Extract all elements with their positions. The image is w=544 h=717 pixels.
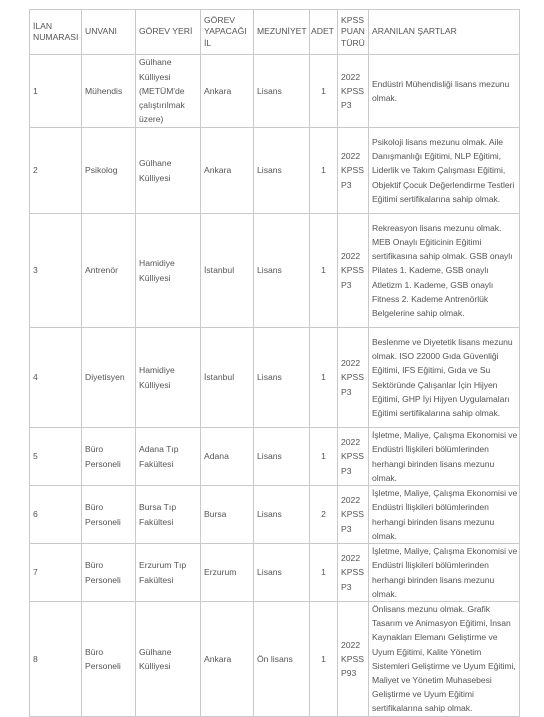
cell-gorev-yeri: Bursa Tıp Fakültesi [136, 486, 201, 544]
cell-il: Ankara [201, 128, 254, 214]
cell-ilan-no: 8 [30, 602, 82, 717]
cell-il: Erzurum [201, 544, 254, 602]
cell-il: İstanbul [201, 214, 254, 328]
table-row [30, 55, 520, 128]
cell-gorev-yeri: Hamidiye Külliyesi [136, 214, 201, 328]
cell-sartlar: İşletme, Maliye, Çalışma Ekonomisi ve Endüstri İlişkileri bölümlerinden herhangi birinden lisans mezunu olmak. [369, 486, 520, 544]
listing-table-container [29, 9, 520, 717]
cell-unvan: Mühendis [82, 55, 136, 128]
cell-unvan: Psikolog [82, 128, 136, 214]
cell-unvan: Büro Personeli [82, 544, 136, 602]
cell-adet: 1 [310, 214, 338, 328]
cell-adet: 1 [310, 544, 338, 602]
table-row [30, 214, 520, 328]
cell-sartlar: Rekreasyon lisans mezunu olmak. MEB Onaylı Eğiticinin Eğitimi sertifikasına sahip olmak. GSB onaylı Pilates 1. Kademe, GSB onaylı Atletizm 1. Kademe, GSB onaylı Fitness 2. Kademe Antrenörlük Belgelerine sahip olmak. [369, 214, 520, 328]
cell-kpss: 2022 KPSS P3 [338, 486, 369, 544]
cell-gorev-yeri: Gülhane Külliyesi [136, 602, 201, 717]
cell-kpss: 2022 KPSS P3 [338, 544, 369, 602]
cell-kpss: 2022 KPSS P3 [338, 55, 369, 128]
cell-gorev-yeri: Adana Tıp Fakültesi [136, 428, 201, 486]
cell-kpss: 2022 KPSS P3 [338, 328, 369, 428]
cell-unvan: Antrenör [82, 214, 136, 328]
table-row [30, 544, 520, 602]
cell-gorev-yeri: Hamidiye Külliyesi [136, 328, 201, 428]
header-unvani: UNVANI [82, 10, 136, 55]
cell-adet: 1 [310, 128, 338, 214]
cell-adet: 1 [310, 428, 338, 486]
cell-gorev-yeri: Gülhane Külliyesi (METÜM'de çalıştırılmak üzere) [136, 55, 201, 128]
table-row [30, 128, 520, 214]
cell-unvan: Diyetisyen [82, 328, 136, 428]
cell-adet: 1 [310, 328, 338, 428]
cell-gorev-yeri: Erzurum Tıp Fakültesi [136, 544, 201, 602]
cell-mezuniyet: Lisans [254, 328, 310, 428]
header-ilan-numarasi: İLAN NUMARASI [30, 10, 82, 55]
cell-sartlar: Önlisans mezunu olmak. Grafik Tasarım ve Animasyon Eğitimi, İnsan Kaynakları Elemanı Geliştirme ve Uyum Eğitimi, Kalite Yönetim Sistemleri Geliştirme ve Uyum Eğitimi, Maliyet ve Yönetim Muhasebesi Geliştirme ve Uyum Eğitimi sertifikalarına sahip olmak. [369, 602, 520, 717]
cell-adet: 1 [310, 602, 338, 717]
cell-ilan-no: 5 [30, 428, 82, 486]
cell-sartlar: Beslenme ve Diyetetik lisans mezunu olmak. ISO 22000 Gıda Güvenliği Eğitimi, IFS Eğitimi, Gıda ve Su Sektöründe Çalışanlar İçin Hijyen Eğitimi, GHP İyi Hijyen Uygulamaları Eğitimi sertifikalarına sahip olmak. [369, 328, 520, 428]
cell-il: İstanbul [201, 328, 254, 428]
cell-mezuniyet: Lisans [254, 486, 310, 544]
cell-kpss: 2022 KPSS P3 [338, 428, 369, 486]
cell-sartlar: İşletme, Maliye, Çalışma Ekonomisi ve Endüstri İlişkileri bölümlerinden herhangi birinden lisans mezunu olmak. [369, 428, 520, 486]
cell-ilan-no: 4 [30, 328, 82, 428]
cell-ilan-no: 6 [30, 486, 82, 544]
header-gorev-yeri: GÖREV YERİ [136, 10, 201, 55]
cell-adet: 2 [310, 486, 338, 544]
cell-unvan: Büro Personeli [82, 428, 136, 486]
cell-il: Ankara [201, 55, 254, 128]
cell-unvan: Büro Personeli [82, 486, 136, 544]
cell-ilan-no: 7 [30, 544, 82, 602]
cell-kpss: 2022 KPSS P3 [338, 214, 369, 328]
cell-kpss: 2022 KPSS P93 [338, 602, 369, 717]
cell-mezuniyet: Lisans [254, 214, 310, 328]
cell-sartlar: İşletme, Maliye, Çalışma Ekonomisi ve Endüstri İlişkileri bölümlerinden herhangi birinden lisans mezunu olmak. [369, 544, 520, 602]
cell-il: Bursa [201, 486, 254, 544]
table-row [30, 328, 520, 428]
header-aranilan-sartlar: ARANILAN ŞARTLAR [369, 10, 520, 55]
cell-mezuniyet: Ön lisans [254, 602, 310, 717]
header-row [30, 10, 520, 55]
cell-mezuniyet: Lisans [254, 428, 310, 486]
cell-sartlar: Psikoloji lisans mezunu olmak. Aile Danışmanlığı Eğitimi, NLP Eğitimi, Liderlik ve Takım Çalışması Eğitimi, Objektif Çocuk Değerlendirme Testleri Eğitimi sertifikalarına sahip olmak. [369, 128, 520, 214]
cell-sartlar: Endüstri Mühendisliği lisans mezunu olmak. [369, 55, 520, 128]
header-adet: ADET [310, 10, 338, 55]
cell-adet: 1 [310, 55, 338, 128]
cell-mezuniyet: Lisans [254, 544, 310, 602]
table-row [30, 428, 520, 486]
cell-il: Adana [201, 428, 254, 486]
cell-kpss: 2022 KPSS P3 [338, 128, 369, 214]
cell-il: Ankara [201, 602, 254, 717]
cell-ilan-no: 1 [30, 55, 82, 128]
cell-ilan-no: 3 [30, 214, 82, 328]
header-mezuniyet: MEZUNİYET [254, 10, 310, 55]
cell-unvan: Büro Personeli [82, 602, 136, 717]
table-row [30, 486, 520, 544]
cell-mezuniyet: Lisans [254, 128, 310, 214]
header-gorev-yapacagi-il: GÖREV YAPACAĞI İL [201, 10, 254, 55]
job-listing-table [29, 9, 520, 717]
cell-mezuniyet: Lisans [254, 55, 310, 128]
header-kpss-puan-turu: KPSS PUAN TÜRÜ [338, 10, 369, 55]
table-row [30, 602, 520, 717]
cell-ilan-no: 2 [30, 128, 82, 214]
cell-gorev-yeri: Gülhane Külliyesi [136, 128, 201, 214]
